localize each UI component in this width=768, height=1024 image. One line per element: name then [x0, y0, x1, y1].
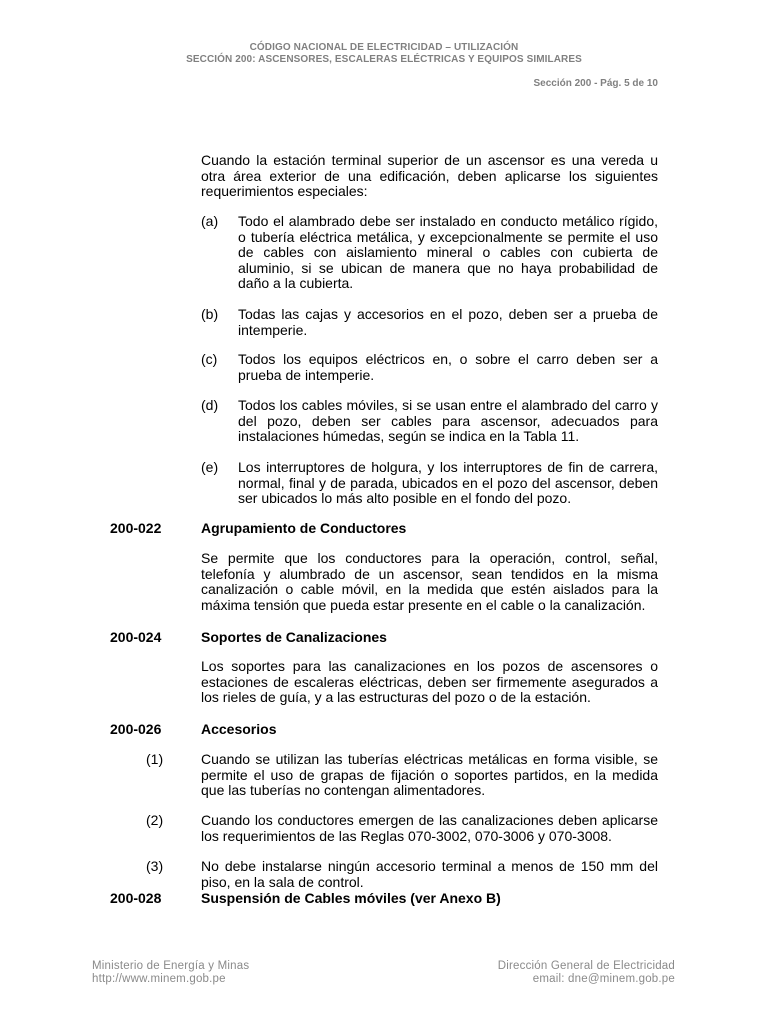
list-item-text: Cuando se utilizan las tuberías eléctricas metálicas en forma visible, se permite el uso de grapas de fijación o soportes partidos, en la medida que las tuberías no contengan alimentadores.: [201, 751, 658, 798]
section-title: Accesorios: [201, 721, 277, 737]
list-item-text: Todos los equipos eléctricos en, o sobre el carro deben ser a prueba de intemperie.: [238, 351, 658, 383]
document-header-section: SECCIÓN 200: ASCENSORES, ESCALERAS ELÉCTRICAS Y EQUIPOS SIMILARES: [186, 54, 582, 65]
section-title: Soportes de Canalizaciones: [201, 629, 387, 645]
footer-directorate: [498, 960, 675, 986]
section-title: Suspensión de Cables móviles (ver Anexo B): [201, 890, 501, 906]
footer-ministry-name: Ministerio de Energía y Minas: [92, 960, 250, 972]
footer-ministry: [92, 960, 249, 986]
footer-email-link[interactable]: email: dne@minem.gob.pe: [532, 973, 675, 985]
list-item-label: (1): [146, 751, 164, 767]
list-item-text: No debe instalarse ningún accesorio terminal a menos de 150 mm del piso, en la sala de control.: [201, 858, 658, 890]
footer-directorate-name: Dirección General de Electricidad: [497, 960, 675, 972]
section-number: 200-026: [110, 721, 162, 737]
list-item-text: Cuando los conductores emergen de las canalizaciones deben aplicarse los requerimientos de las Reglas 070-3002, 070-3006 y 070-3008.: [201, 812, 658, 844]
list-item-label: (a): [201, 213, 219, 229]
list-item-label: (2): [146, 812, 164, 828]
list-item-text: Todo el alambrado debe ser instalado en conducto metálico rígido, o tubería eléctrica metálica, y excepcionalmente se permite el uso de cables con aislamiento mineral o cables con cubierta de aluminio, si se ubican de manera que no haya probabilidad de daño a la cubierta.: [238, 213, 658, 291]
section-title: Agrupamiento de Conductores: [201, 520, 407, 536]
document-header-title: CÓDIGO NACIONAL DE ELECTRICIDAD – UTILIZACIÓN: [249, 42, 519, 53]
list-item-text: Los interruptores de holgura, y los interruptores de fin de carrera, normal, final y de parada, ubicados en el pozo del ascensor, deben ser ubicados lo más alto posible en el fondo del pozo.: [238, 459, 658, 506]
list-item-label: (3): [146, 858, 164, 874]
section-paragraph-200-022: Se permite que los conductores para la operación, control, señal, telefonía y alumbrado de un ascensor, sean tendidos en la misma canalización o cable móvil, en la medida que estén aislados para la máxima tensión que pueda estar presente en el cable o la canalización.: [201, 550, 658, 613]
list-item-label: (d): [201, 397, 219, 413]
list-item-label: (b): [201, 306, 219, 322]
footer-website-link[interactable]: http://www.minem.gob.pe: [92, 973, 226, 985]
list-item-label: (c): [201, 351, 218, 367]
section-paragraph-200-024: Los soportes para las canalizaciones en los pozos de ascensores o estaciones de escaleras eléctricas, deben ser firmemente asegurados a los rieles de guía, y a las estructuras del pozo o de la estación.: [201, 658, 658, 705]
list-item-label: (e): [201, 459, 219, 475]
section-number: 200-024: [110, 629, 162, 645]
page-number: Sección 200 - Pág. 5 de 10: [533, 78, 658, 89]
section-number: 200-028: [110, 890, 162, 906]
list-item-text: Todos los cables móviles, si se usan entre el alambrado del carro y del pozo, deben ser cables para ascensor, adecuados para instalaciones húmedas, según se indica en la Tabla 11.: [238, 397, 658, 444]
list-item-text: Todas las cajas y accesorios en el pozo, deben ser a prueba de intemperie.: [238, 306, 658, 338]
intro-paragraph: Cuando la estación terminal superior de un ascensor es una vereda u otra área exterior de una edificación, deben aplicarse los siguientes requerimientos especiales:: [201, 152, 658, 199]
section-number: 200-022: [110, 520, 162, 536]
